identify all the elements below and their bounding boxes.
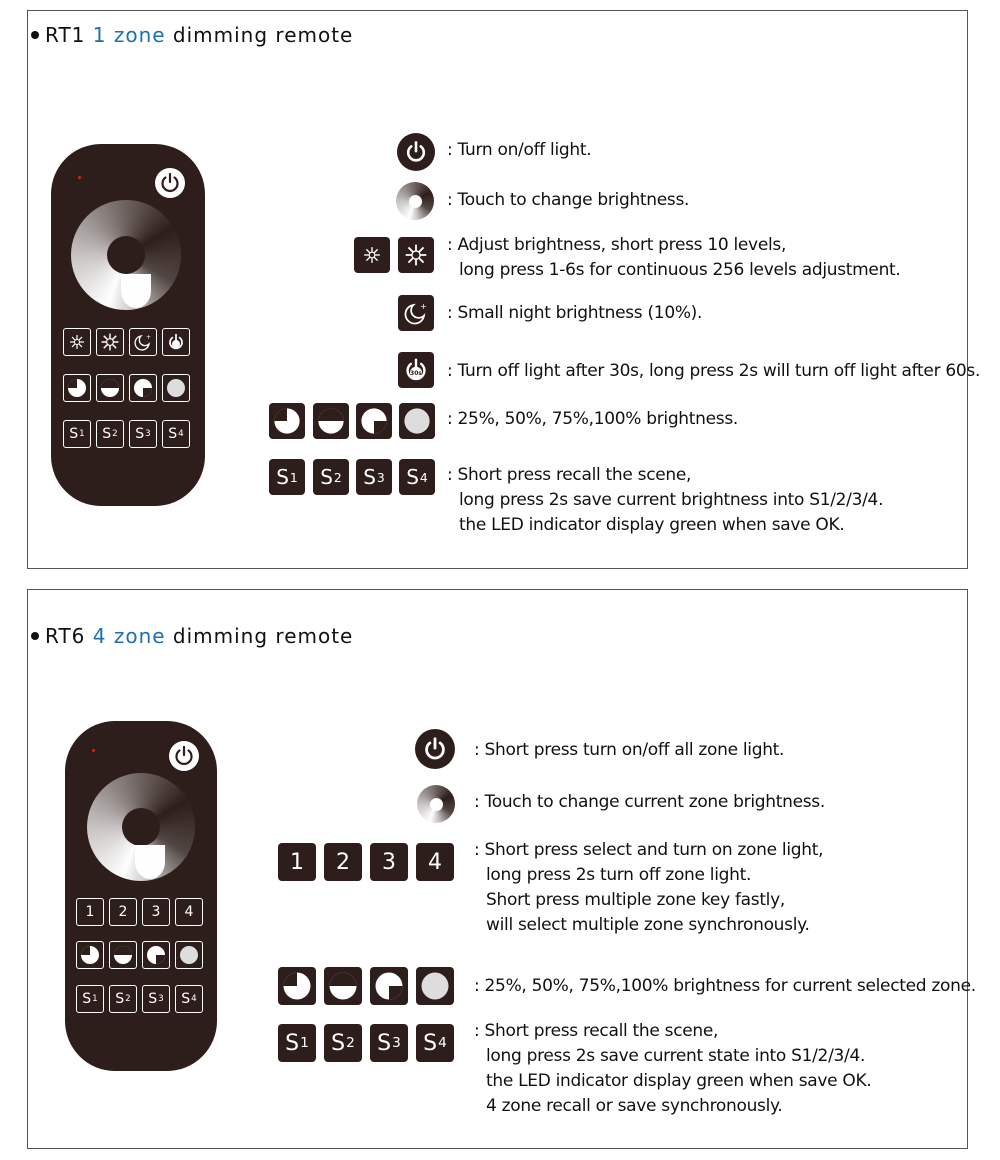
75-percent-icon [142,941,170,969]
legend-brightness-text: : Adjust brightness, short press 10 levels, long press 1-6s for continuous 256 levels adjustment. [447,235,901,280]
zone-key-2: 2 [324,843,362,881]
touch-wheel-icon [417,785,455,823]
touch-wheel-icon [396,182,434,220]
legend-scene-text: : Short press recall the scene, long press 2s save current state into S1/2/3/4. the LED indicator display green when save OK. 4 zone recall or save synchronously. [474,1021,872,1116]
legend-percent-text: : 25%, 50%, 75%,100% brightness. [447,409,738,429]
100-percent-icon [162,374,190,402]
legend-power-text: : Short press turn on/off all zone light. [474,740,785,760]
power-icon [397,133,435,171]
model-name: RT6 [45,624,86,648]
scene-key-s1: S 1 [269,459,305,495]
brightness-up-icon [96,328,124,356]
25-percent-icon [269,403,305,439]
50-percent-icon [96,374,124,402]
scene-key-s4: S 4 [399,459,435,495]
title-rest: dimming remote [172,23,354,47]
legend-percent-text: : 25%, 50%, 75%,100% brightness for current selected zone. [474,976,976,996]
zone-key-4: 4 [416,843,454,881]
scene-key-s1: S 1 [76,985,104,1013]
scene-key-s4: S 4 [416,1024,454,1062]
power-icon [155,168,185,198]
brightness-down-icon [63,328,91,356]
scene-key-s2: S 2 [96,420,124,448]
legend-wheel-text: : Touch to change current zone brightness. [474,792,825,812]
power-icon [415,729,455,769]
rt1-panel [27,10,981,569]
100-percent-icon [399,403,435,439]
legend-zone-text: : Short press select and turn on zone light, long press 2s turn off zone light. Short press multiple zone key fastly, will select multiple zone synchronously. [474,840,824,935]
25-percent-icon [76,941,104,969]
scene-key-s1: S 1 [63,420,91,448]
scene-key-s3: S 3 [129,420,157,448]
legend-wheel-text: : Touch to change brightness. [447,190,690,210]
rt6-panel [27,589,976,1149]
legend-power-text: : Turn on/off light. [447,140,592,160]
led-indicator [78,176,81,179]
25-percent-icon [63,374,91,402]
touch-wheel-icon [87,773,195,881]
power-icon [169,741,199,771]
scene-key-s4: S 4 [175,985,203,1013]
75-percent-icon [129,374,157,402]
legend-30s-text: : Turn off light after 30s, long press 2s will turn off light after 60s. [447,361,981,381]
title-rest: dimming remote [172,624,354,648]
touch-wheel-icon [71,200,181,310]
zone-key-1: 1 [76,898,104,926]
50-percent-icon [109,941,137,969]
brightness-down-icon [354,237,390,273]
rt1-title [28,23,353,47]
scene-key-s3: S 3 [142,985,170,1013]
legend-night-text: : Small night brightness (10%). [447,303,703,323]
scene-key-s2: S 2 [313,459,349,495]
75-percent-icon [356,403,392,439]
scene-key-s3: S 3 [356,459,392,495]
zone-key-1: 1 [278,843,316,881]
model-name: RT1 [45,23,86,47]
power-30s-icon [162,328,190,356]
scene-key-s3: S 3 [370,1024,408,1062]
power-30s-icon [398,352,434,388]
75-percent-icon [370,967,408,1005]
scene-key-s2: S 2 [324,1024,362,1062]
night-light-icon [398,295,434,331]
led-indicator [92,749,95,752]
scene-key-s2: S 2 [109,985,137,1013]
25-percent-icon [278,967,316,1005]
scene-key-s1: S 1 [278,1024,316,1062]
zone-key-4: 4 [175,898,203,926]
svg-text:+: + [420,302,427,311]
50-percent-icon [313,403,349,439]
rt6-remote-illustration [65,721,217,1071]
scene-key-s4: S 4 [162,420,190,448]
bullet-icon [31,31,39,39]
100-percent-icon [175,941,203,969]
zone-key-3: 3 [142,898,170,926]
rt6-title [28,624,353,648]
svg-text:+: + [146,334,152,341]
zone-count: 4 zone [92,624,166,648]
zone-count: 1 zone [92,23,166,47]
50-percent-icon [324,967,362,1005]
100-percent-icon [416,967,454,1005]
zone-key-3: 3 [370,843,408,881]
zone-key-2: 2 [109,898,137,926]
night-light-icon [129,328,157,356]
bullet-icon [31,632,39,640]
legend-scene-text: : Short press recall the scene, long press 2s save current brightness into S1/2/3/4. the LED indicator display green when save OK. [447,465,884,535]
rt1-remote-illustration [51,144,205,506]
brightness-up-icon [398,237,434,273]
svg-text:30s: 30s [409,370,423,378]
